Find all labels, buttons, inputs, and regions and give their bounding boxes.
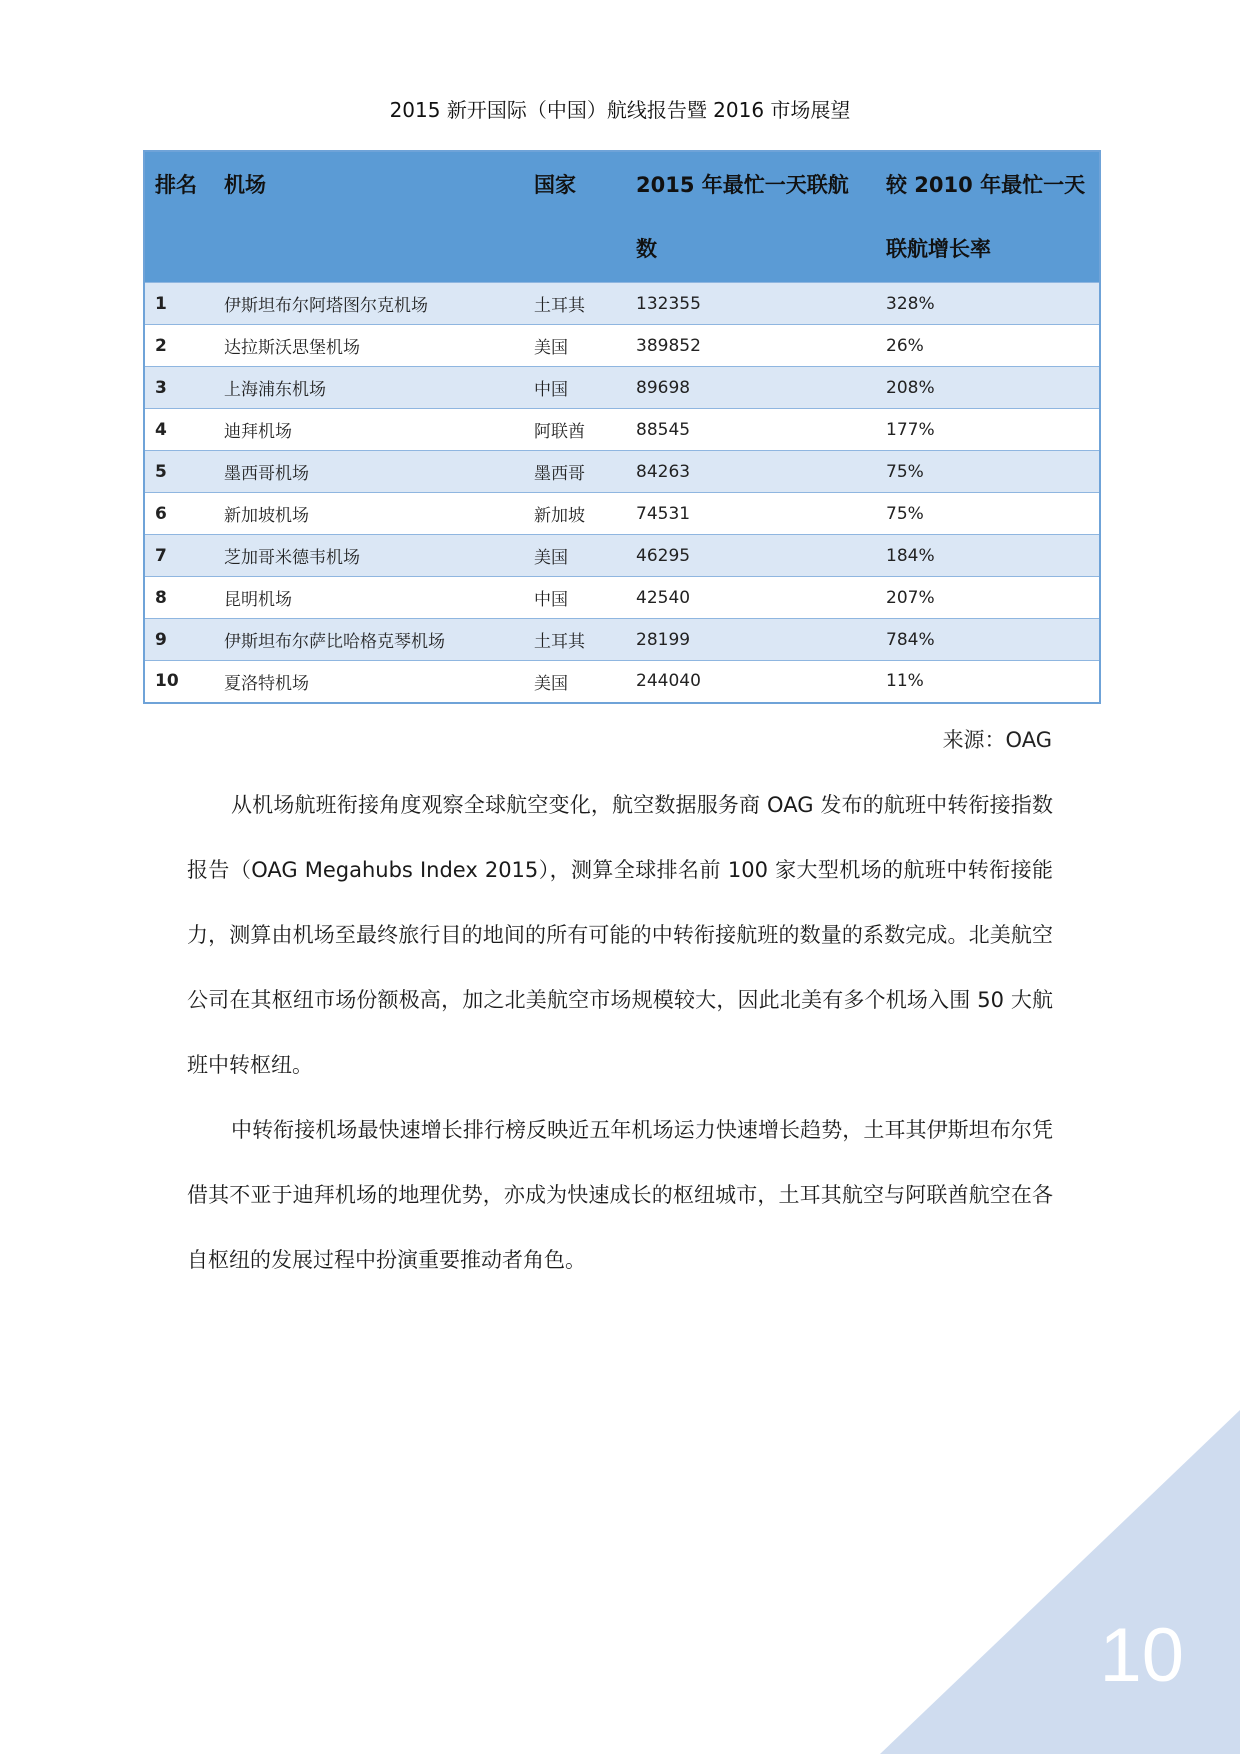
- header-country: [524, 151, 626, 283]
- rank-cell: 8: [144, 577, 214, 619]
- growth-cell: 328%: [876, 283, 1100, 325]
- country-cell: 新加坡: [524, 493, 626, 535]
- table-row: [144, 409, 1100, 451]
- flights-cell: 28199: [626, 619, 876, 661]
- paragraph: 中转衔接机场最快速增长排行榜反映近五年机场运力快速增长趋势，土耳其伊斯坦布尔凭借其不亚于迪拜机场的地理优势，亦成为快速成长的枢纽城市，土耳其航空与阿联酋航空在各自枢纽的发展过程中扮演重要推动者角色。: [187, 1118, 1053, 1272]
- flights-cell: 88545: [626, 409, 876, 451]
- page-header-title: 2015 新开国际（中国）航线报告暨 2016 市场展望: [389, 98, 851, 122]
- growth-cell: 75%: [876, 493, 1100, 535]
- country-cell: 土耳其: [524, 619, 626, 661]
- growth-cell: 784%: [876, 619, 1100, 661]
- table-body: [144, 283, 1100, 703]
- table-row: [144, 619, 1100, 661]
- flights-cell: 74531: [626, 493, 876, 535]
- country-cell: 中国: [524, 367, 626, 409]
- airport-cell: 新加坡机场: [214, 493, 524, 535]
- header-label: 较 2010 年最忙一天: [886, 173, 1086, 197]
- header-label: 联航增长率: [886, 237, 991, 261]
- header-growth: [876, 151, 1100, 283]
- flights-cell: 132355: [626, 283, 876, 325]
- rank-cell: 10: [144, 661, 214, 703]
- rank-cell: 7: [144, 535, 214, 577]
- growth-cell: 11%: [876, 661, 1100, 703]
- corner-triangle: [880, 1410, 1240, 1754]
- airport-cell: 墨西哥机场: [214, 451, 524, 493]
- header-airport: [214, 151, 524, 283]
- header-label: 机场: [224, 173, 266, 197]
- airport-cell: 上海浦东机场: [214, 367, 524, 409]
- airport-cell: 昆明机场: [214, 577, 524, 619]
- airport-ranking-table: [143, 150, 1101, 704]
- header-flights: [626, 151, 876, 283]
- airport-cell: 伊斯坦布尔萨比哈格克琴机场: [214, 619, 524, 661]
- body-text: [187, 773, 1053, 1293]
- flights-cell: 89698: [626, 367, 876, 409]
- table-row: [144, 367, 1100, 409]
- table-header-row: [144, 151, 1100, 283]
- airport-cell: 芝加哥米德韦机场: [214, 535, 524, 577]
- flights-cell: 389852: [626, 325, 876, 367]
- table-row: [144, 325, 1100, 367]
- flights-cell: 244040: [626, 661, 876, 703]
- growth-cell: 207%: [876, 577, 1100, 619]
- airport-cell: 夏洛特机场: [214, 661, 524, 703]
- paragraph: 从机场航班衔接角度观察全球航空变化，航空数据服务商 OAG 发布的航班中转衔接指数报告（OAG Megahubs Index 2015），测算全球排名前 100 家大型机场的航班中转衔接能力，测算由机场至最终旅行目的地间的所有可能的中转衔接航班的数量的系数完成。北美航空公司在其枢纽市场份额极高，加之北美航空市场规模较大，因此北美有多个机场入围 50 大航班中转枢纽。: [187, 793, 1053, 1077]
- table-row: [144, 283, 1100, 325]
- table-row: [144, 577, 1100, 619]
- flights-cell: 84263: [626, 451, 876, 493]
- country-cell: 美国: [524, 535, 626, 577]
- airport-cell: 达拉斯沃思堡机场: [214, 325, 524, 367]
- growth-cell: 26%: [876, 325, 1100, 367]
- table-row: [144, 451, 1100, 493]
- country-cell: 土耳其: [524, 283, 626, 325]
- rank-cell: 9: [144, 619, 214, 661]
- flights-cell: 46295: [626, 535, 876, 577]
- rank-cell: 6: [144, 493, 214, 535]
- rank-cell: 1: [144, 283, 214, 325]
- country-cell: 中国: [524, 577, 626, 619]
- header-label: 数: [636, 237, 657, 261]
- corner-decoration: [880, 1410, 1240, 1754]
- flights-cell: 42540: [626, 577, 876, 619]
- country-cell: 美国: [524, 325, 626, 367]
- header-rank: [144, 151, 214, 283]
- table-row: [144, 661, 1100, 703]
- growth-cell: 208%: [876, 367, 1100, 409]
- rank-cell: 2: [144, 325, 214, 367]
- country-cell: 美国: [524, 661, 626, 703]
- source-note: 来源：OAG: [942, 728, 1052, 752]
- table-row: [144, 493, 1100, 535]
- airport-cell: 迪拜机场: [214, 409, 524, 451]
- airport-cell: 伊斯坦布尔阿塔图尔克机场: [214, 283, 524, 325]
- rank-cell: 5: [144, 451, 214, 493]
- growth-cell: 177%: [876, 409, 1100, 451]
- rank-cell: 4: [144, 409, 214, 451]
- header-label: 2015 年最忙一天联航: [636, 173, 849, 197]
- growth-cell: 184%: [876, 535, 1100, 577]
- header-label: 国家: [534, 173, 576, 197]
- rank-cell: 3: [144, 367, 214, 409]
- growth-cell: 75%: [876, 451, 1100, 493]
- table-row: [144, 535, 1100, 577]
- country-cell: 墨西哥: [524, 451, 626, 493]
- header-label: 排名: [155, 173, 197, 197]
- country-cell: 阿联酋: [524, 409, 626, 451]
- page-number: 10: [1099, 1613, 1184, 1698]
